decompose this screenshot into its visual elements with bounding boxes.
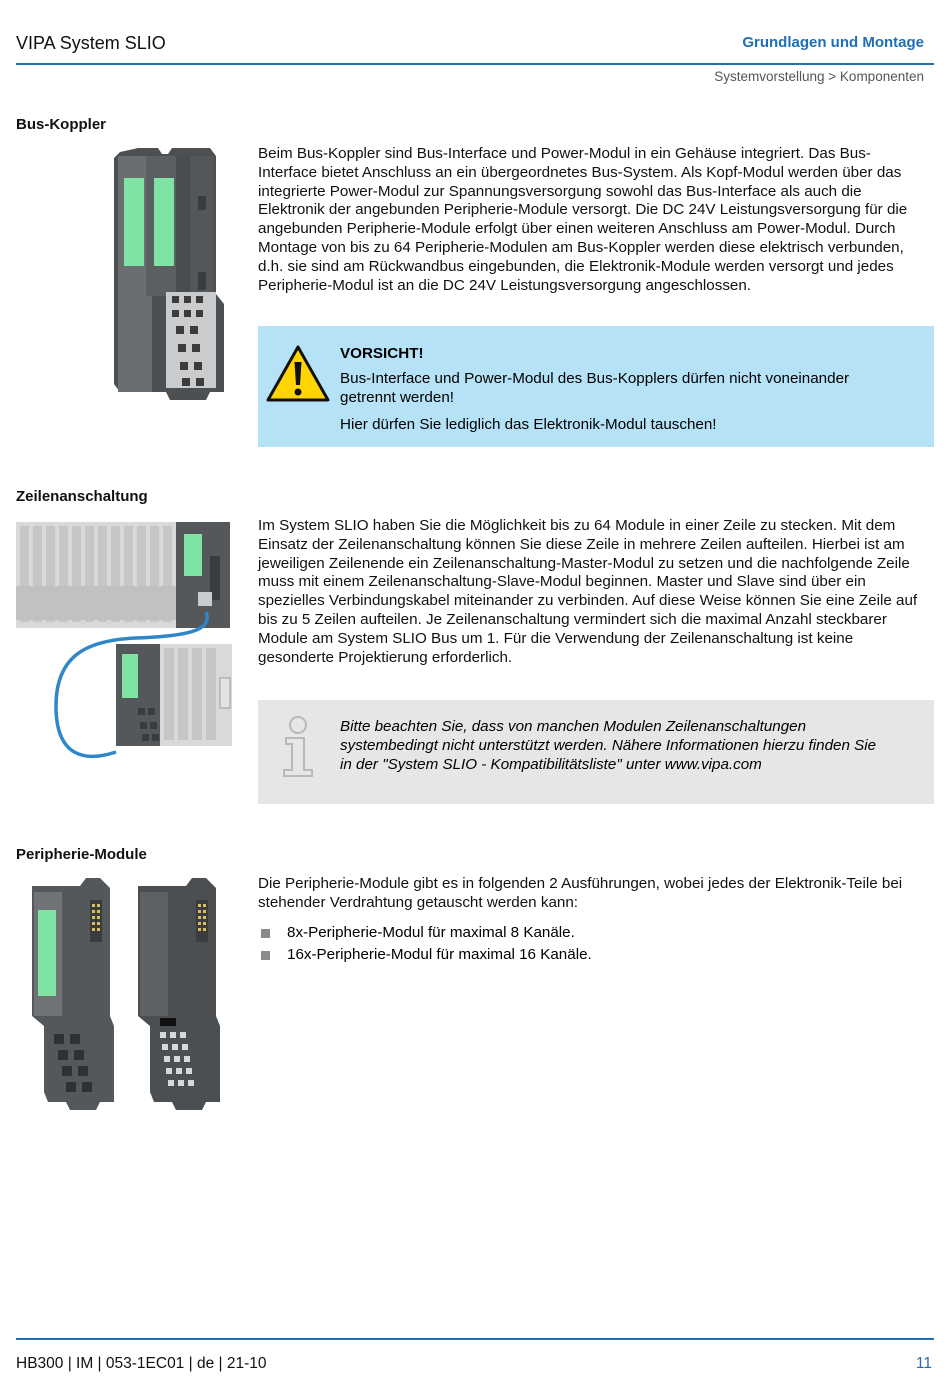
header-rule <box>16 63 934 65</box>
footer-rule <box>16 1338 934 1340</box>
bus-koppler-description: Beim Bus-Koppler sind Bus-Interface und Power-Modul in ein Gehäuse integriert. Das Bus-Interface bietet Anschluss an ein übergeordnetes Bus-System. Als Kopf-Modul werden über das integrierte Power-Modul zur Spannungsversorgung sowohl das Bus-Interface als auch die Elektronik der angebunden Peripherie-Module versorgt. Die DC 24V Leistungsversorgung für die angebunden Peripherie-Module erfolgt über einen weiteren Anschluss am Power-Modul. Durch Montage von bis zu 64 Peripherie-Modulen am Bus-Koppler werden diese elektrisch verbunden, d.h. sie sind am Rückwandbus eingebunden, die Elektronik-Module werden versorgt und jedes Peripherie-Modul ist an die DC 24V Leistungsversorgung angeschlossen. <box>258 145 908 294</box>
bus-coupler-image <box>110 144 224 400</box>
chapter-title: Grundlagen und Montage <box>742 34 924 51</box>
list-item-text: 8x-Peripherie-Modul für maximal 8 Kanäle. <box>287 924 575 941</box>
list-item <box>258 944 924 966</box>
footer-doc-id: HB300 | IM | 053-1EC01 | de | 21-10 <box>16 1355 267 1372</box>
bullet-square-icon <box>261 929 270 938</box>
line-extension-image <box>16 516 236 772</box>
breadcrumb: Systemvorstellung > Komponenten <box>714 69 924 84</box>
list-item-text: 16x-Peripherie-Modul für maximal 16 Kanäle. <box>287 946 592 963</box>
document-title: VIPA System SLIO <box>16 33 166 53</box>
bullet-square-icon <box>261 951 270 960</box>
section-heading-bus-koppler: Bus-Koppler <box>16 116 106 133</box>
note-text: Bitte beachten Sie, dass von manchen Modulen Zeilenanschaltungen systembedingt nicht unterstützt werden. Nähere Informationen hierzu finden Sie in der "System SLIO - Kompatibilitätsliste" unter www.vipa.com <box>340 718 877 773</box>
section-heading-peripherie-module: Peripherie-Module <box>16 846 147 863</box>
page-number: 11 <box>915 1355 932 1372</box>
note-box <box>258 700 934 804</box>
peripherie-description: Die Peripherie-Module gibt es in folgenden 2 Ausführungen, wobei jedes der Elektronik-Teile bei stehender Verdrahtung getauscht werden kann: <box>258 875 903 911</box>
caution-text-secondary: Hier dürfen Sie lediglich das Elektronik-Modul tauschen! <box>340 416 717 433</box>
info-icon <box>280 716 316 778</box>
zeilenanschaltung-description: Im System SLIO haben Sie die Möglichkeit bis zu 64 Module in einer Zeile zu stecken. Mit dem Einsatz der Zeilenanschaltung können Sie diese Zeile in mehrere Zeilen aufteilen. Hierbei ist am jeweiligen Zeilenende ein Zeilenanschaltung-Master-Modul zu setzen und die nachfolgende Zeile muss mit einem Zeilenanschaltung-Slave-Modul beginnen. Master und Slave sind über ein spezielles Verbindungskabel miteinander zu verbinden. Auf diese Weise können Sie eine Zeile auf bis zu 5 Zeilen aufteilen. Je Zeilenanschaltung vermindert sich die maximal Anzahl steckbarer Module am System SLIO Bus um 1. Für die Verwendung der Zeilenanschaltung ist keine gesonderte Projektierung erforderlich. <box>258 517 918 666</box>
caution-text: Bus-Interface und Power-Modul des Bus-Kopplers dürfen nicht voneinander getrennt werden! <box>340 370 850 406</box>
warning-triangle-icon <box>266 345 330 403</box>
list-item <box>258 922 924 944</box>
peripheral-modules-image <box>26 876 228 1112</box>
module-variant-list <box>258 922 924 966</box>
caution-title: VORSICHT! <box>340 345 424 362</box>
caution-box <box>258 326 934 447</box>
section-heading-zeilenanschaltung: Zeilenanschaltung <box>16 488 148 505</box>
